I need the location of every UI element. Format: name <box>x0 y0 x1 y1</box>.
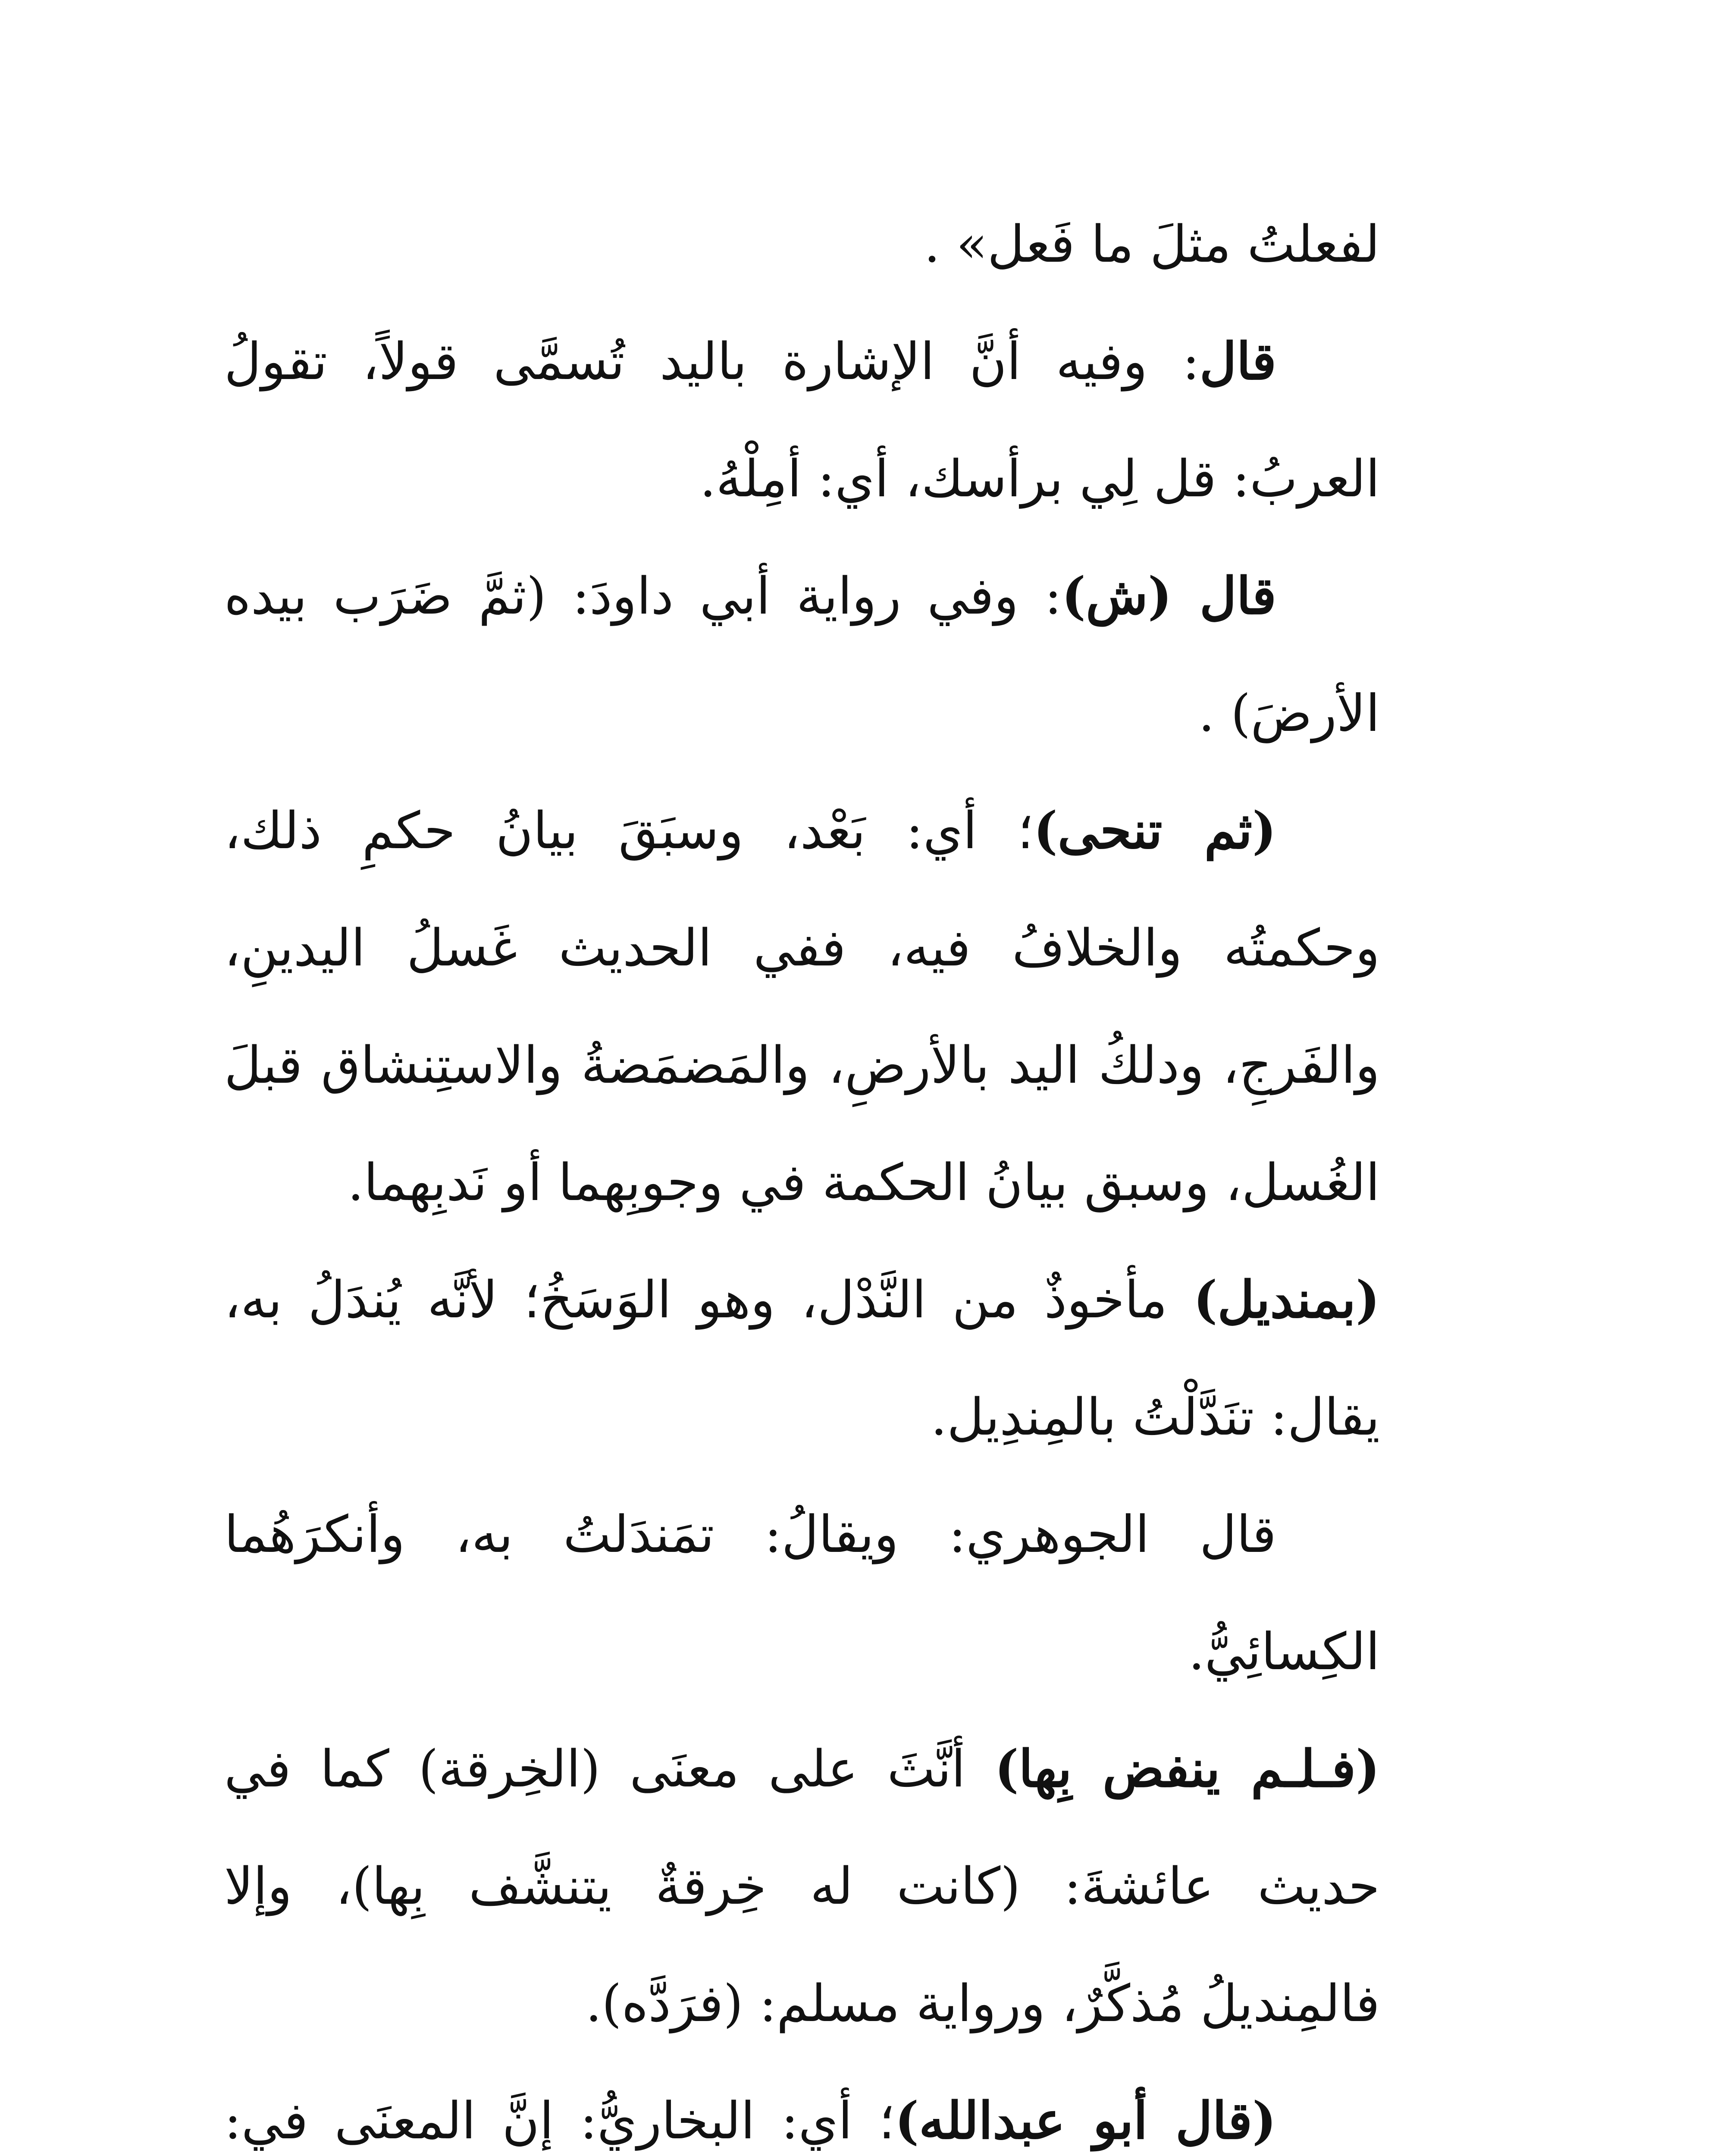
paragraph <box>224 303 1380 537</box>
paragraph <box>224 1241 1380 1476</box>
paragraph-text: ؛ أي: البخاريُّ: إنَّ المعنَى في: <box>224 2091 895 2150</box>
paragraph-text: : وفيه أنَّ الإشارة باليد تُسمَّى قولاً، تقولُ العربُ: قل لِي برأسك، أي: أمِلْهُ. <box>224 332 1380 508</box>
paragraph-lead: (ثم تنحى) <box>1033 800 1277 860</box>
paragraph <box>224 1476 1380 1710</box>
paragraph <box>224 1710 1380 2062</box>
paragraph-text: لفعلتُ مثلَ ما فَعل» . <box>924 214 1380 274</box>
paragraph-lead: قال (ش) <box>1062 566 1276 626</box>
paragraph-lead: قال <box>1199 331 1276 391</box>
paragraph <box>224 2062 1380 2156</box>
paragraph-text: : وفي رواية أبي داودَ: (ثمَّ ضَرَب بيده الأرضَ) . <box>224 566 1380 743</box>
paragraph <box>224 185 1380 303</box>
paragraph-text: ؛ أي: بَعْد، وسبَقَ بيانُ حكمِ ذلك، وحكمتُه والخلافُ فيه، ففي الحديث غَسلُ اليدينِ، والفَرجِ، ودلكُ اليد بالأرضِ، والمَضمَضةُ والاستِنشاق قبلَ الغُسل، وسبق بيانُ الحكمة في وجوبِهما أو نَدبِهما. <box>224 801 1380 1212</box>
paragraph-lead: (فـلـم ينفض بِها) <box>994 1739 1380 1799</box>
paragraph-text: أنَّثَ على معنَى (الخِرقة) كما في حديث عائشةَ: (كانت له خِرقةٌ يتنشَّف بِها)، وإلا فالمِنديلُ مُذكَّرٌ، ورواية مسلم: (فرَدَّه). <box>224 1739 1380 2033</box>
paragraph-lead: (قال أبو عبدالله) <box>895 2090 1276 2150</box>
paragraph-lead: (بمنديل) <box>1193 1269 1380 1329</box>
paragraph-text: قال الجوهري: ويقالُ: تمَندَلتُ به، وأنكرَهُما الكِسائِيُّ. <box>224 1504 1380 1681</box>
paragraph <box>224 772 1380 1241</box>
page-body-text <box>224 185 1380 2156</box>
paragraph <box>224 537 1380 772</box>
paragraph-text: مأخوذٌ من النَّدْل، وهو الوَسَخُ؛ لأنَّه يُندَلُ به، يقال: تنَدَّلْتُ بالمِندِيل. <box>224 1270 1380 1447</box>
